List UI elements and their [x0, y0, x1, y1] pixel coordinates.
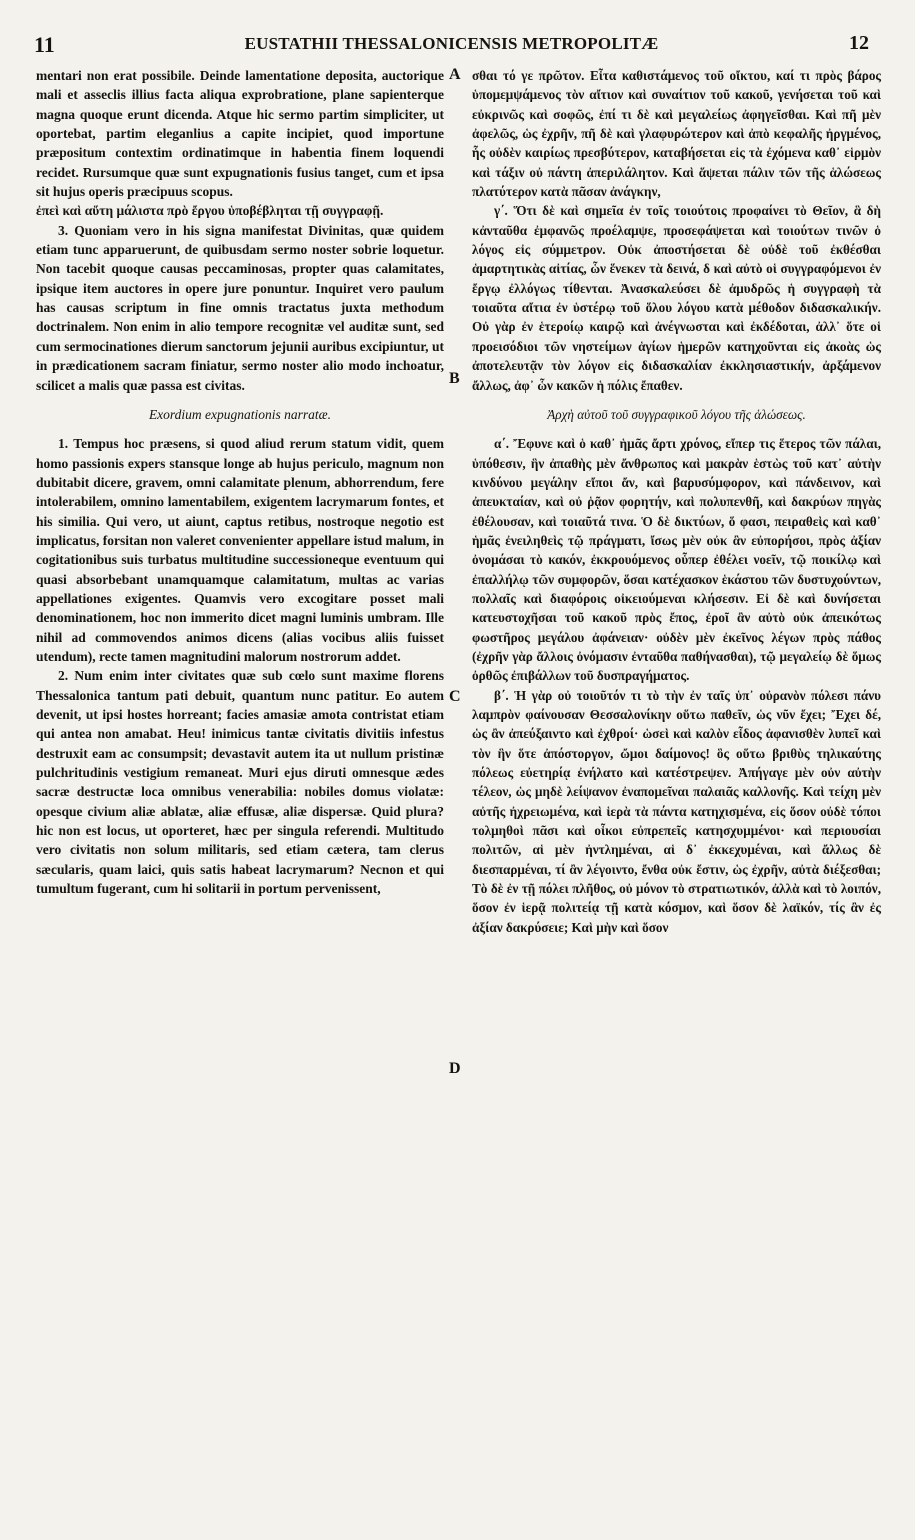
latin-paragraph-1: 1. Tempus hoc præsens, si quod aliud rerum statum vidit, quem homo passionis expers stansque longe ab hujus periculo, magnum non dubitabit dicere, gravem, omni calamitate plenum, abhorrendum, fere intolerabilem, omnino lamentabilem, exigentem lacrymarum fontes, et his similia. Qui vero, ut aiunt, captus retibus, nostroque negotio est implicatus, forsitan non valeret convenienter appellare istud malum, in cogitationibus suis turbatus multitudine successioneque eventuum qui quasi absorbebant unamquamque calamitatum, multas ac varias appellationes exigentes. Quamvis vero excogitare posset mali denominationem, hoc non immerito dicet magni luminis umbram. Ille nihil ad commovendos animos dicens (alias vocibus aliis fuisset utendum), recte tamen magnitudini malorum nostrorum addet.	[36, 436, 445, 664]
greek-paragraph-3: γ΄. Ὅτι δὲ καὶ σημεῖα ἐν τοῖς τοιούτοις προφαίνει τὸ Θεῖον, ἃ δὴ κἀνταῦθα ἐμφανῶς προέλαμψε, προσεφάψεται καὶ τοιούτων τινῶν ὁ λόγος εἰς σύμμετρον. Οὐκ ἀποστήσεται δὲ οὐδὲ τοῦ ἐκθέσθαι ἁμαρτητικὰς αἰτίας, ὧν ἕνεκεν τὰ δεινά, δ καὶ αὐτὸ οἱ συγγραφόμενοι ἐν ἔργῳ ἐλλόγως τίθενται. Ἀνασκαλεύσει δὲ ἀμυδρῶς ἡ συγγραφὴ τὰ τοιαῦτα αἴτια ἐν ὑστέρῳ τοῦ ὅλου λόγου κατὰ μέθοδον διδασκαλικήν. Οὐ γὰρ ἐν ἑτεροίῳ καιρῷ καὶ ἀνέγνωσται καὶ ἐκδέδοται, ἀλλ᾽ ὅτε οἱ προεισόδιοι τῶν νηστείμων ἁγίων ἡμερῶν κατηχοῦνται εἰς ἀκοὰς ὡς ἀποτελευτᾷν τὸν λόγον εἰς διδασκαλίαν ἐκκλησιαστικήν, ἀρξάμενον ἄλλως, ἀφ᾽ ὧν κακῶν ἡ πόλις ἔπαθεν.	[472, 203, 881, 393]
greek-column	[472, 66, 881, 937]
latin-greek-line: ἐπεὶ καὶ αὕτη μάλιστα πρὸ ἔργου ὑποβέβληται τῇ συγγραφῇ.	[36, 203, 384, 219]
latin-column	[36, 66, 444, 898]
latin-section-heading: Exordium expugnationis narratæ.	[148, 406, 332, 422]
latin-paragraph-3: 3. Quoniam vero in his signa manifestat Divinitas, quæ quidem etiam tunc apparuerunt, de quibusdam sermo noster sobrie loquetur. Non tacebit quoque causas peccaminosas, propter quas calamitates, ipsique item auctores in opere jure ponuntur. Inquiret vero paulum has causas scriptum in fine omnis tractatus juxta methodum doctrinalem. Non enim in alio tempore recognitæ vel auditæ sunt, sed cum sermocinationes dierum sanctorum jejunii auribus excipiuntur, ut in prædicationem sacram finiatur, sermo noster alio modo inchoatur, scilicet a malis quæ passa est civitas.	[36, 222, 444, 393]
greek-paragraph-2: β΄. Ἡ γὰρ οὐ τοιοῦτόν τι τὸ τὴν ἐν ταῖς ὑπ᾽ οὐρανὸν πόλεσι πάνυ λαμπρὸν φαίνουσαν Θεσσαλονίκην οὕτω παθεῖν, ὡς νῦν ἔχει; Ἔχει δέ, ὡς ἂν ἀπεύξαιντο καὶ ἐχθροί· ὡσεὶ καὶ καλὸν εἶδος ἀφανισθὲν λυπεῖ καὶ τὸν ἣν ὅτε ἀπόστοργον, ὤμοι δαίμονος! ὃς οὕτω βριθὺς τηλικαύτης πόλεως εὐετηρίᾳ ἐνήλατο καὶ κατέστρεψεν. Ἀπήγαγε μὲν οὐν αὐτὴν τέλεον, ὡς μηδὲ λείψανον ἐναπομεῖναι παλαιᾶς καλλονῆς. Καὶ τείχη μὲν αὐτῆς ἠχρειωμένα, καὶ ἱερὰ τὰ πάντα κατηχισμένα, εἰς ὅσον οὐδὲ τόποι τολμηθοὶ πᾶσι καὶ οἶκοι εὐπρεπεῖς κατησχυμμένοι· καὶ περιουσίαι πολιτῶν, αἱ μὲν ἠντλημέναι, αἱ δ᾽ ἐκκεχυμέναι, καὶ ἄλλως δὲ διεσπαρμέναι, τί ἂν λέγοιντο, ἔνθα οὐκ ἔστιν, ὡς ἐχρῆν, αὐτὰ διέξεσθαι; Τὸ δὲ ἐν τῇ πόλει πλῆθος, οὐ μόνον τὸ στρατιωτικόν, ἀλλὰ καὶ τὸ λοιπόν, ὅσον ἐν ἱερᾷ πολιτείᾳ τῇ κατὰ κόσμον, καὶ ὅσον δὲ λαϊκόν, τίς ἂν ἐς ἀξίαν δακρύσειε; Καὶ μὴν καὶ ὅσον	[472, 687, 881, 935]
latin-paragraph-2: 2. Num enim inter civitates quæ sub cœlo sunt maxime florens Thessalonica tantum pati debuit, quantum nunc patitur. Eo autem devenit, ut ipsi hostes horreant; facies amasiæ amota contristat etiam qui antea non amabat. Heu! inimicus tantæ civitatis divitiis infestus destruxit eam ac consumpsit; devastavit autem ita ut nullum pristinæ pulchritudinis vestigium remaneat. Muri ejus diruti omnesque ædes sacræ destructæ loca omnibus venerabilia: nobiles domus violatæ: opesque civium aliæ ablatæ, aliæ effusæ, aliæ dispersæ. Quid plura? hic non est locus, ut oporteret, hæc per singula referendi. Multitudo vero civitatis non solum militaris, sed etiam cætera, tam clerus sæcularis, quam laici, quis satis habeat lacrymarum? Necnon et qui tumultum fugerant, cum hi solitarii in portum pervenissent,	[36, 668, 444, 897]
running-title: EUSTATHII THESSALONICENSIS METROPOLITÆ	[244, 34, 659, 53]
page-number-left: 11	[34, 32, 55, 57]
margin-letter-d: D	[449, 1060, 461, 1077]
page-number-right: 12	[849, 32, 869, 54]
margin-letter-b: B	[449, 370, 460, 387]
margin-letter-a: A	[449, 66, 461, 83]
margin-letters	[449, 0, 467, 1540]
margin-letter-c: C	[449, 688, 461, 705]
greek-paragraph-1: α΄. Ἔφυνε καὶ ὁ καθ᾽ ἡμᾶς ἄρτι χρόνος, εἴπερ τις ἕτερος τῶν πάλαι, ὑπόθεσιν, ἣν ἀπαθὴς μὲν ἄνθρωπος καὶ μακρὰν ἑστὼς τοῦ κατ᾽ αὐτὴν κινδύνου μεγάλην εἴποι ἄν, καὶ βαρυσύμφορον, καὶ πάνδεινον, καὶ ἀπευκταίαν, καὶ οὐ ῥᾷον φορητήν, καὶ πολυπενθῆ, καὶ δακρύων πηγὰς ἐθέλουσαν, καὶ τοιαῦτά τινα. Ὁ δὲ δικτύων, ὅ φασι, πειραθεὶς καὶ καθ᾽ ἡμᾶς ἐνειληθεὶς τῷ πράγματι, ἴσως μὲν οὐκ ἂν εὐπορήσοι, πρὸς ἀξίαν ὀνομάσαι τὸ κακόν, ἐκκρουόμενος οὗπερ ἐθέλει νοεῖν, τῷ ποικίλῳ καὶ ἐπαλλήλῳ τῶν συμφορῶν, ὅσαι κατέχασκον ἑκάστου τῶν δυστυχούντων, πολλαῖς καὶ διαφόροις οἰκειούμεναι κλήσεσιν. Εἰ δὲ καὶ δυνήσεται κατευστοχῆσαι τοῦ κακοῦ πρὸς ἔπος, ἐροῖ ἂν αὐτὸ οὐκ ἀπεικότως φωστῆρος μεγάλου ἀφάνειαν· οὐδὲν μὲν ἐκεῖνος λέγων πρὸς πάθος (ἐχρῆν γὰρ ἄλλοις ὀνόμασιν ἐνταῦθα παθήνασθαι), τῷ μεγαλείῳ δὲ ὅμως ὀρθῶς ἐπιβάλλων τοῦ δυσπραγήματος.	[472, 436, 881, 684]
latin-intro-paragraph: mentari non erat possibile. Deinde lamentatione deposita, auctorique mali et asseclis illius facta aliqua exprobratione, plane sapienterque magna quoque erunt dicenda. Atque hic sermo partim simpliciter, ut oportebat, partim eleganlius a capite incipiet, quod importune præpositum contextim ordinatimque in habentia finem loquendi recidet. Rursumque quæ sunt expugnationis fusius tanget, cum et ipsa sit hujus operis præcipuus scopus.	[36, 68, 444, 200]
greek-section-heading: Ἀρχὴ αὐτοῦ τοῦ συγγραφικοῦ λόγου τῆς ἁλώσεως.	[547, 406, 806, 422]
greek-intro-paragraph: σθαι τό γε πρῶτον. Εἶτα καθιστάμενος τοῦ οἴκτου, καί τι πρὸς βάρος ὑπομεμψάμενος τὸν αἴτιον καὶ συναίτιον τοῦ κακοῦ, γενήσεται τοῦ καὶ εὐκρινῶς καὶ σοφῶς, ἐπί τι δὲ καὶ μεγαλείως ἀφηγεῖσθαι. Καὶ πῆ μὲν ἀφελῶς, ὡς ἐχρῆν, πῆ δὲ καὶ γλαφυρώτερον καὶ ἀπὸ κεφαλῆς ἠργμένος, ἧς οὐδὲν καιρίως πρεσβύτερον, καταβήσεται εἰς τὰ ἐχόμενα καθ᾽ εἱρμὸν καὶ τάξιν οὐ πάντη ἀπεριλάλητον. Καὶ ἅψεται πάλιν τῶν τῆς ἁλώσεως πλατύτερον κατὰ πᾶσαν ἀνάγκην,	[472, 68, 881, 200]
